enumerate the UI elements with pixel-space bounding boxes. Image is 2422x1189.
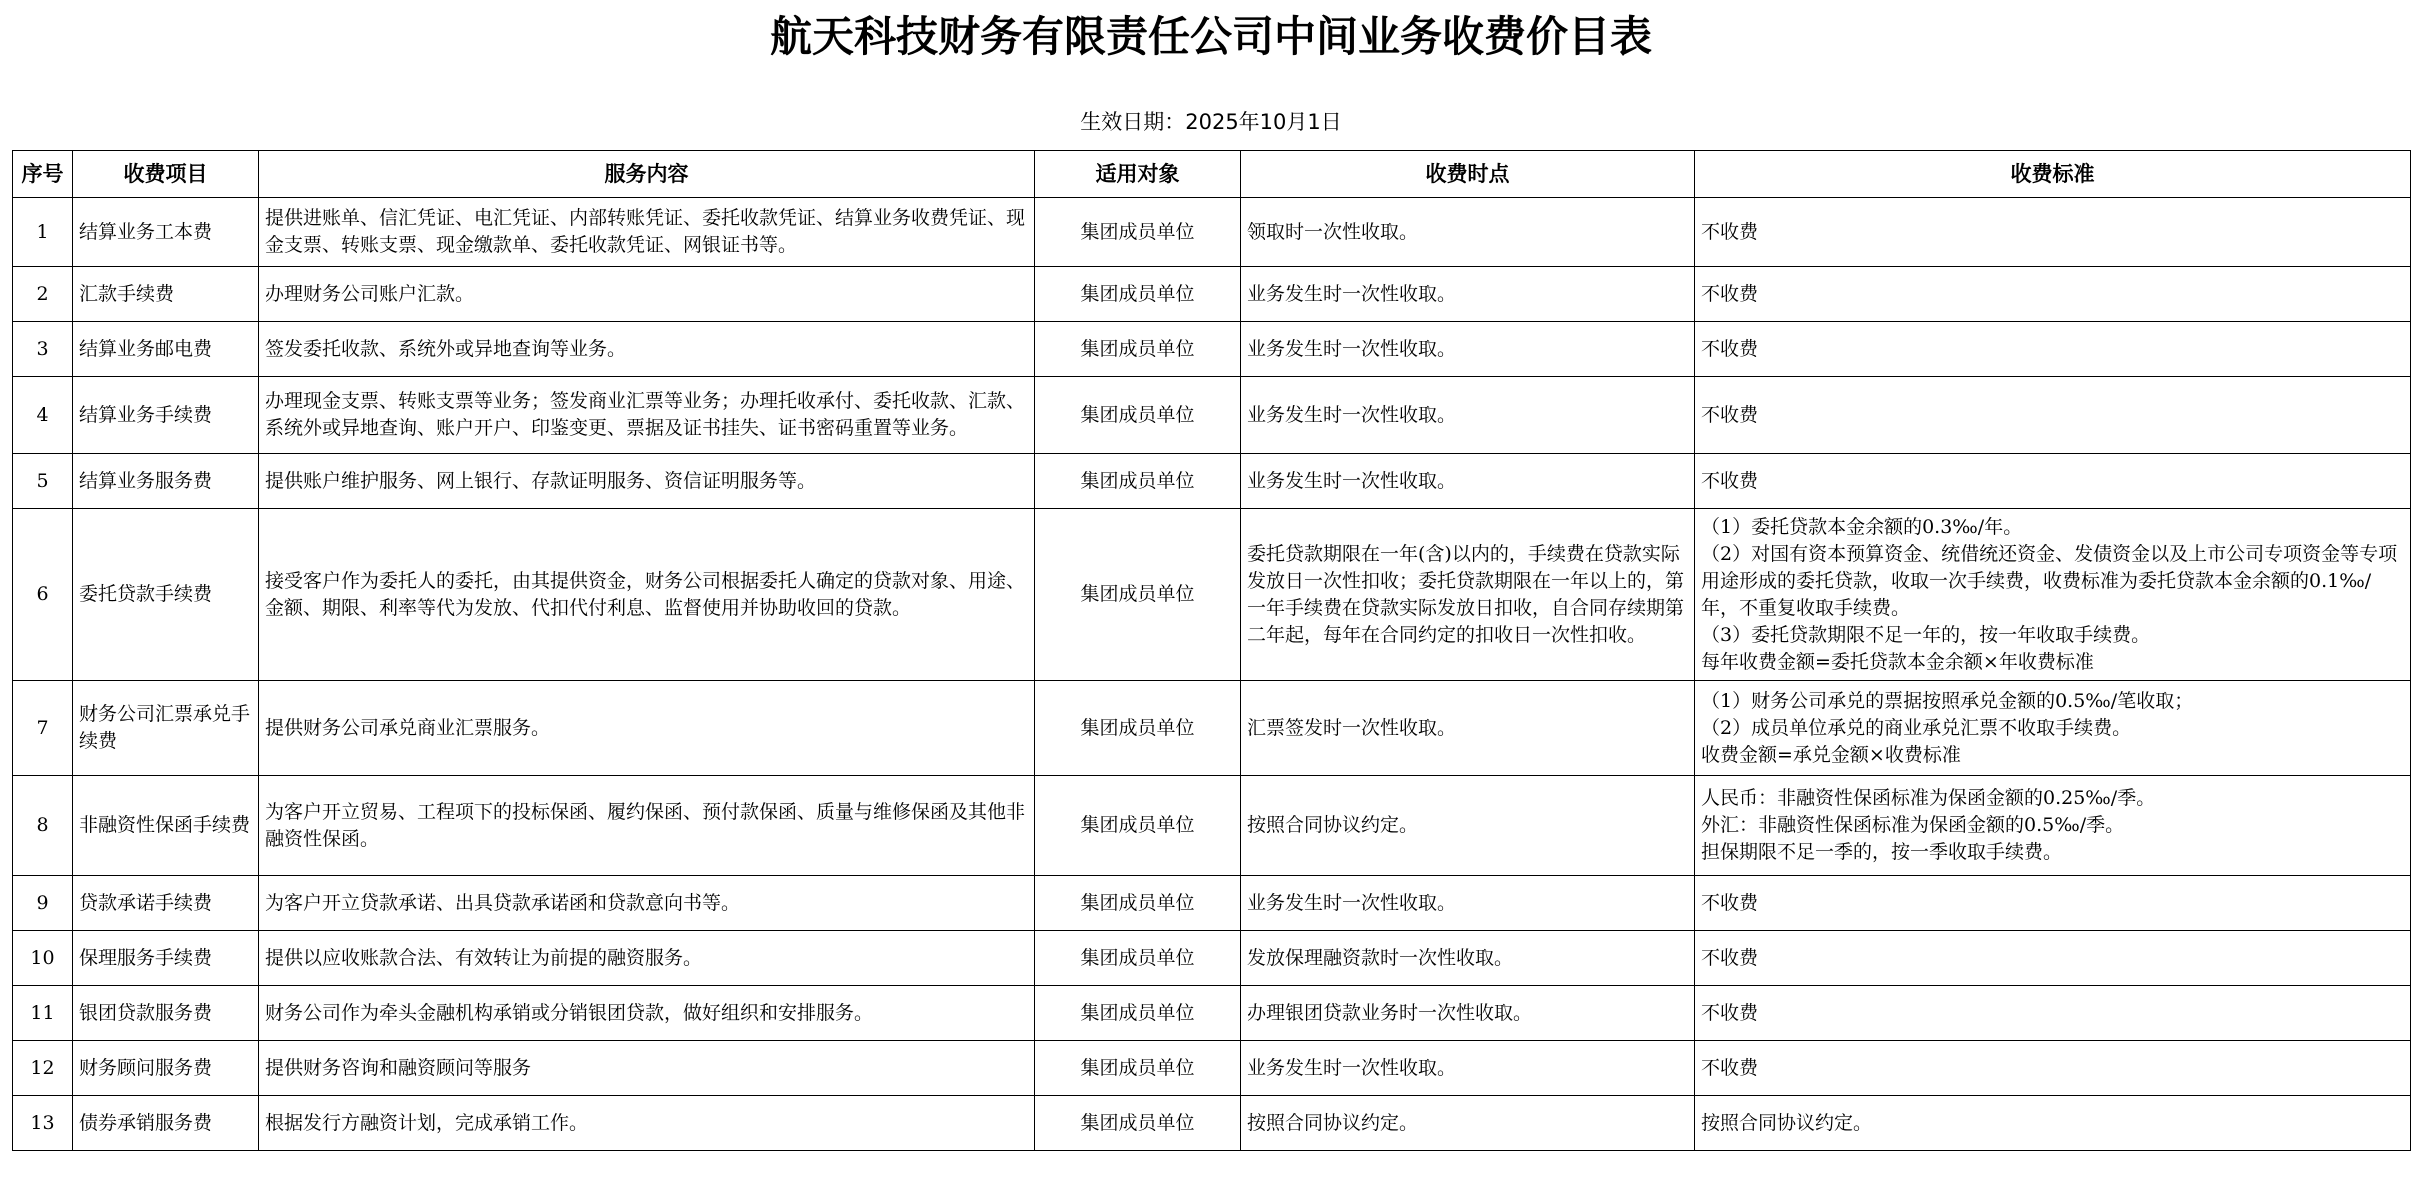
header-content: 服务内容 (259, 151, 1035, 198)
service-content-cell: 接受客户作为委托人的委托，由其提供资金，财务公司根据委托人确定的贷款对象、用途、金额、期限、利率等代为发放、代扣代付利息、监督使用并协助收回的贷款。 (259, 509, 1035, 681)
fee-item-cell: 汇款手续费 (73, 267, 259, 322)
fee-standard-line: 不收费 (1701, 1001, 1759, 1024)
row-number-cell: 6 (13, 509, 73, 681)
effective-date: 生效日期：2025年10月1日 (1080, 110, 1342, 134)
applicable-target-cell: 集团成员单位 (1035, 267, 1241, 322)
header-target: 适用对象 (1035, 151, 1241, 198)
table-row (13, 198, 2411, 267)
service-content-cell: 提供财务公司承兑商业汇票服务。 (259, 681, 1035, 776)
charge-timing-cell: 汇票签发时一次性收取。 (1241, 681, 1695, 776)
fee-standard-line: 不收费 (1701, 891, 1759, 914)
fee-standard-cell (1695, 931, 2411, 986)
applicable-target-cell: 集团成员单位 (1035, 322, 1241, 377)
fee-standard-line: 人民币：非融资性保函标准为保函金额的0.25‰/季。 (1701, 787, 2156, 809)
applicable-target-cell: 集团成员单位 (1035, 1041, 1241, 1096)
row-number-cell: 7 (13, 681, 73, 776)
fee-standard-cell (1695, 1041, 2411, 1096)
table-row (13, 509, 2411, 681)
fee-standard-line: 不收费 (1701, 220, 1759, 243)
charge-timing-cell: 发放保理融资款时一次性收取。 (1241, 931, 1695, 986)
row-number-cell: 3 (13, 322, 73, 377)
header-timing: 收费时点 (1241, 151, 1695, 198)
table-row (13, 876, 2411, 931)
service-content-cell: 为客户开立贸易、工程项下的投标保函、履约保函、预付款保函、质量与维修保函及其他非融资性保函。 (259, 776, 1035, 876)
table-row (13, 986, 2411, 1041)
fee-item-cell: 委托贷款手续费 (73, 509, 259, 681)
fee-standard-cell (1695, 681, 2411, 776)
row-number-cell: 1 (13, 198, 73, 267)
table-row (13, 1041, 2411, 1096)
fee-item-cell: 结算业务工本费 (73, 198, 259, 267)
fee-standard-cell (1695, 377, 2411, 454)
row-number-cell: 9 (13, 876, 73, 931)
applicable-target-cell: 集团成员单位 (1035, 876, 1241, 931)
fee-standard-line: 收费金额=承兑金额×收费标准 (1701, 743, 1961, 766)
fee-item-cell: 贷款承诺手续费 (73, 876, 259, 931)
applicable-target-cell: 集团成员单位 (1035, 377, 1241, 454)
charge-timing-cell: 业务发生时一次性收取。 (1241, 1041, 1695, 1096)
service-content-cell: 办理财务公司账户汇款。 (259, 267, 1035, 322)
fee-standard-cell (1695, 198, 2411, 267)
fee-item-cell: 非融资性保函手续费 (73, 776, 259, 876)
fee-item-cell: 银团贷款服务费 (73, 986, 259, 1041)
service-content-cell: 签发委托收款、系统外或异地查询等业务。 (259, 322, 1035, 377)
table-row (13, 1096, 2411, 1151)
fee-standard-line: （1）财务公司承兑的票据按照承兑金额的0.5‰/笔收取； (1701, 689, 2194, 712)
fee-standard-line: 外汇：非融资性保函标准为保函金额的0.5‰/季。 (1701, 814, 2125, 836)
table-header-row (13, 151, 2411, 198)
row-number-cell: 8 (13, 776, 73, 876)
fee-standard-line: 每年收费金额=委托贷款本金余额×年收费标准 (1701, 650, 2094, 673)
fee-standard-cell (1695, 876, 2411, 931)
fee-standard-line: 不收费 (1701, 469, 1759, 492)
fee-standard-line: （3）委托贷款期限不足一年的，按一年收取手续费。 (1701, 623, 2151, 646)
service-content-cell: 为客户开立贷款承诺、出具贷款承诺函和贷款意向书等。 (259, 876, 1035, 931)
fee-standard-cell (1695, 1096, 2411, 1151)
service-content-cell: 根据发行方融资计划，完成承销工作。 (259, 1096, 1035, 1151)
fee-standard-cell (1695, 322, 2411, 377)
table-row (13, 776, 2411, 876)
fee-item-cell: 财务公司汇票承兑手续费 (73, 681, 259, 776)
charge-timing-cell: 领取时一次性收取。 (1241, 198, 1695, 267)
service-content-cell: 办理现金支票、转账支票等业务；签发商业汇票等业务；办理托收承付、委托收款、汇款、系统外或异地查询、账户开户、印鉴变更、票据及证书挂失、证书密码重置等业务。 (259, 377, 1035, 454)
row-number-cell: 2 (13, 267, 73, 322)
charge-timing-cell: 办理银团贷款业务时一次性收取。 (1241, 986, 1695, 1041)
fee-item-cell: 结算业务手续费 (73, 377, 259, 454)
fee-standard-line: 按照合同协议约定。 (1701, 1111, 1873, 1134)
fee-standard-line: （2）对国有资本预算资金、统借统还资金、发债资金以及上市公司专项资金等专项用途形成的委托贷款，收取一次手续费，收费标准为委托贷款本金余额的0.1‰/年，不重复收取手续费。 (1701, 542, 2398, 619)
fee-standard-cell (1695, 986, 2411, 1041)
fee-standard-cell (1695, 509, 2411, 681)
fee-item-cell: 债券承销服务费 (73, 1096, 259, 1151)
row-number-cell: 12 (13, 1041, 73, 1096)
service-content-cell: 财务公司作为牵头金融机构承销或分销银团贷款，做好组织和安排服务。 (259, 986, 1035, 1041)
fee-standard-line: 不收费 (1701, 403, 1759, 426)
charge-timing-cell: 委托贷款期限在一年(含)以内的，手续费在贷款实际发放日一次性扣收；委托贷款期限在一年以上的，第一年手续费在贷款实际发放日扣收，自合同存续期第二年起，每年在合同约定的扣收日一次性扣收。 (1241, 509, 1695, 681)
header-no: 序号 (13, 151, 73, 198)
fee-item-cell: 结算业务服务费 (73, 454, 259, 509)
row-number-cell: 5 (13, 454, 73, 509)
table-row (13, 681, 2411, 776)
table-row (13, 267, 2411, 322)
table-row (13, 454, 2411, 509)
table-row (13, 931, 2411, 986)
charge-timing-cell: 业务发生时一次性收取。 (1241, 267, 1695, 322)
fee-item-cell: 财务顾问服务费 (73, 1041, 259, 1096)
fee-standard-cell (1695, 776, 2411, 876)
fee-item-cell: 保理服务手续费 (73, 931, 259, 986)
service-content-cell: 提供账户维护服务、网上银行、存款证明服务、资信证明服务等。 (259, 454, 1035, 509)
table-body (13, 198, 2411, 1151)
fee-standard-cell (1695, 267, 2411, 322)
header-standard: 收费标准 (1695, 151, 2411, 198)
applicable-target-cell: 集团成员单位 (1035, 986, 1241, 1041)
fee-standard-cell (1695, 454, 2411, 509)
service-content-cell: 提供以应收账款合法、有效转让为前提的融资服务。 (259, 931, 1035, 986)
document-title: 航天科技财务有限责任公司中间业务收费价目表 (769, 12, 1652, 61)
service-content-cell: 提供财务咨询和融资顾问等服务 (259, 1041, 1035, 1096)
row-number-cell: 13 (13, 1096, 73, 1151)
table-row (13, 322, 2411, 377)
fee-item-cell: 结算业务邮电费 (73, 322, 259, 377)
fee-standard-line: 不收费 (1701, 337, 1759, 360)
fee-standard-line: 不收费 (1701, 282, 1759, 305)
row-number-cell: 10 (13, 931, 73, 986)
charge-timing-cell: 按照合同协议约定。 (1241, 1096, 1695, 1151)
applicable-target-cell: 集团成员单位 (1035, 776, 1241, 876)
service-content-cell: 提供进账单、信汇凭证、电汇凭证、内部转账凭证、委托收款凭证、结算业务收费凭证、现金支票、转账支票、现金缴款单、委托收款凭证、网银证书等。 (259, 198, 1035, 267)
applicable-target-cell: 集团成员单位 (1035, 509, 1241, 681)
fee-standard-line: 担保期限不足一季的，按一季收取手续费。 (1701, 841, 2063, 863)
table-row (13, 377, 2411, 454)
row-number-cell: 4 (13, 377, 73, 454)
charge-timing-cell: 业务发生时一次性收取。 (1241, 377, 1695, 454)
applicable-target-cell: 集团成员单位 (1035, 1096, 1241, 1151)
charge-timing-cell: 按照合同协议约定。 (1241, 776, 1695, 876)
fee-standard-line: （1）委托贷款本金余额的0.3‰/年。 (1701, 515, 2023, 538)
charge-timing-cell: 业务发生时一次性收取。 (1241, 876, 1695, 931)
applicable-target-cell: 集团成员单位 (1035, 454, 1241, 509)
charge-timing-cell: 业务发生时一次性收取。 (1241, 454, 1695, 509)
fee-schedule-table (12, 150, 2411, 1151)
fee-standard-line: 不收费 (1701, 946, 1759, 969)
applicable-target-cell: 集团成员单位 (1035, 198, 1241, 267)
charge-timing-cell: 业务发生时一次性收取。 (1241, 322, 1695, 377)
row-number-cell: 11 (13, 986, 73, 1041)
fee-standard-line: 不收费 (1701, 1056, 1759, 1079)
applicable-target-cell: 集团成员单位 (1035, 681, 1241, 776)
fee-standard-line: （2）成员单位承兑的商业承兑汇票不收取手续费。 (1701, 716, 2132, 739)
header-item: 收费项目 (73, 151, 259, 198)
applicable-target-cell: 集团成员单位 (1035, 931, 1241, 986)
